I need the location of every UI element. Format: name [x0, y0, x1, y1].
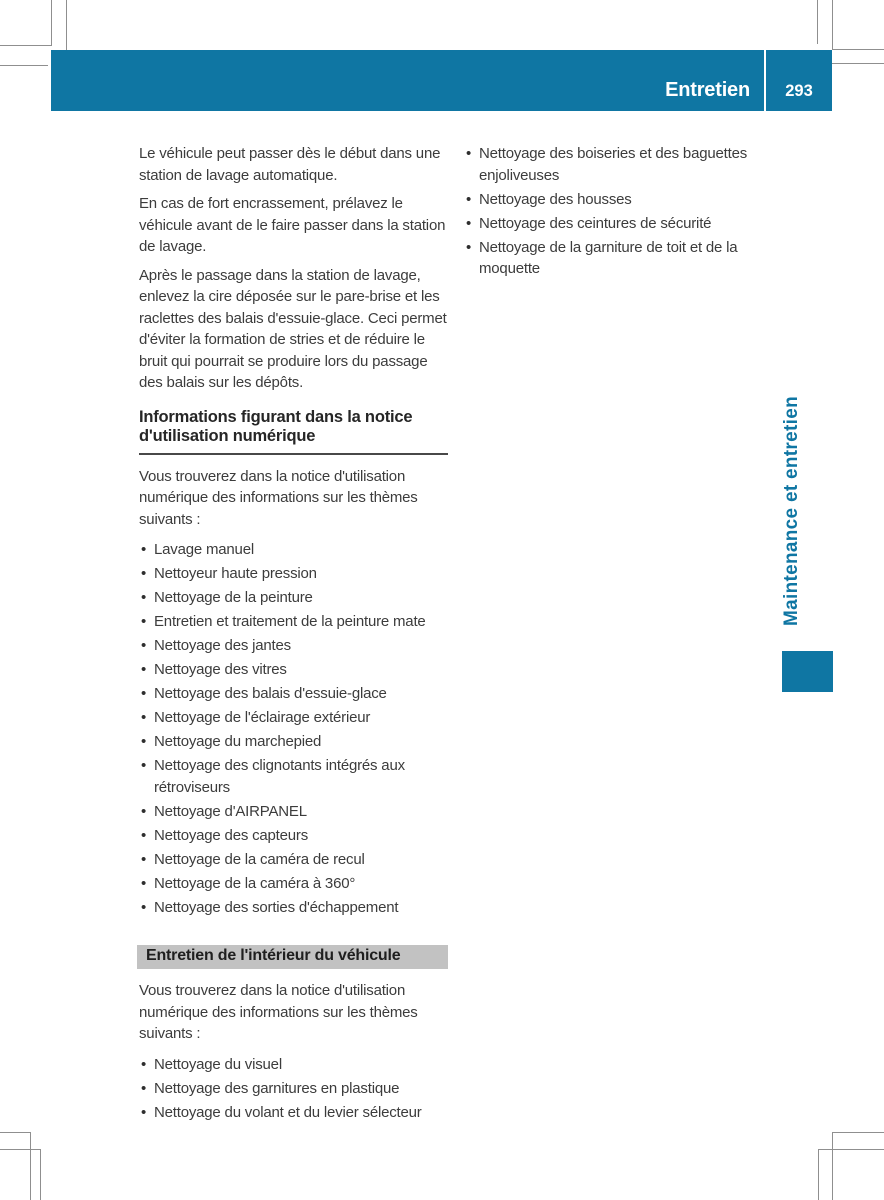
crop-mark: [830, 63, 884, 64]
list-item: • Nettoyage du visuel: [139, 1054, 448, 1076]
list-item: • Nettoyage des capteurs: [139, 825, 448, 847]
section-intro: Vous trouverez dans la notice d'utilisation numérique des informations sur les thèmes suivants :: [139, 982, 418, 1042]
content-left-column: [139, 143, 448, 1126]
chapter-tab-marker: [782, 651, 833, 692]
crop-mark: [818, 1149, 884, 1150]
list-item: • Nettoyage du marchepied: [139, 731, 448, 753]
crop-mark: [0, 1132, 30, 1133]
paragraph-group: [139, 143, 448, 394]
list-item: • Nettoyage des jantes: [139, 635, 448, 657]
list-item: • Nettoyage des sorties d'échappement: [139, 897, 448, 919]
chapter-tab-label: Maintenance et entretien: [781, 396, 802, 626]
topic-list-continued: [464, 143, 767, 280]
crop-mark: [832, 1132, 884, 1133]
list-item: • Nettoyage des boiseries et des baguettes enjoliveuses: [464, 143, 767, 186]
crop-mark: [818, 1149, 819, 1200]
page-header: [51, 50, 832, 111]
list-item: • Nettoyage d'AIRPANEL: [139, 801, 448, 823]
list-item: • Nettoyage des garnitures en plastique: [139, 1078, 448, 1100]
crop-mark: [832, 49, 884, 50]
content-right-column: [464, 143, 767, 282]
section-heading-digital-notice: Informations figurant dans la notice d'utilisation numérique: [139, 408, 448, 455]
crop-mark: [51, 0, 52, 46]
page-number: 293: [785, 82, 813, 100]
list-item: • Nettoyage de la caméra à 360°: [139, 873, 448, 895]
list-item: • Nettoyage des vitres: [139, 659, 448, 681]
crop-mark: [66, 0, 67, 50]
section-intro: Vous trouverez dans la notice d'utilisation numérique des informations sur les thèmes suivants :: [139, 467, 418, 528]
list-item: • Nettoyage de la peinture: [139, 587, 448, 609]
crop-mark: [0, 65, 48, 66]
list-item: • Nettoyeur haute pression: [139, 563, 448, 585]
crop-mark: [0, 45, 51, 46]
list-item: • Nettoyage de la garniture de toit et de la moquette: [464, 237, 767, 280]
boxed-section-heading-interior: Entretien de l'intérieur du véhicule: [137, 945, 448, 969]
topic-list-interior: [139, 1054, 448, 1124]
crop-mark: [0, 1149, 40, 1150]
paragraph: En cas de fort encrassement, prélavez le véhicule avant de le faire passer dans la station de lavage.: [139, 195, 446, 255]
crop-mark: [817, 0, 818, 44]
crop-mark: [832, 1132, 833, 1200]
list-item: • Nettoyage des ceintures de sécurité: [464, 213, 767, 235]
list-item: • Nettoyage de la caméra de recul: [139, 849, 448, 871]
list-item: • Lavage manuel: [139, 539, 448, 561]
list-item: • Nettoyage des housses: [464, 189, 767, 211]
crop-mark: [832, 0, 833, 50]
topic-list-digital-notice: [139, 539, 448, 918]
list-item: • Nettoyage du volant et du levier sélecteur: [139, 1102, 448, 1124]
header-section-title: Entretien: [665, 79, 750, 101]
paragraph: Après le passage dans la station de lavage, enlevez la cire déposée sur le pare-brise et les raclettes des balais d'essuie-glace. Ceci permet d'éviter la formation de stries et de réduire le bruit qui pourrait se produire lors du passage des balais sur les dépôts.: [139, 266, 447, 391]
crop-mark: [40, 1149, 41, 1200]
list-item: • Nettoyage des clignotants intégrés aux rétroviseurs: [139, 755, 448, 798]
list-item: • Nettoyage des balais d'essuie-glace: [139, 683, 448, 705]
list-item: • Nettoyage de l'éclairage extérieur: [139, 707, 448, 729]
paragraph: Le véhicule peut passer dès le début dans une station de lavage automatique.: [139, 145, 441, 184]
list-item: • Entretien et traitement de la peinture mate: [139, 611, 448, 633]
crop-mark: [30, 1132, 31, 1200]
